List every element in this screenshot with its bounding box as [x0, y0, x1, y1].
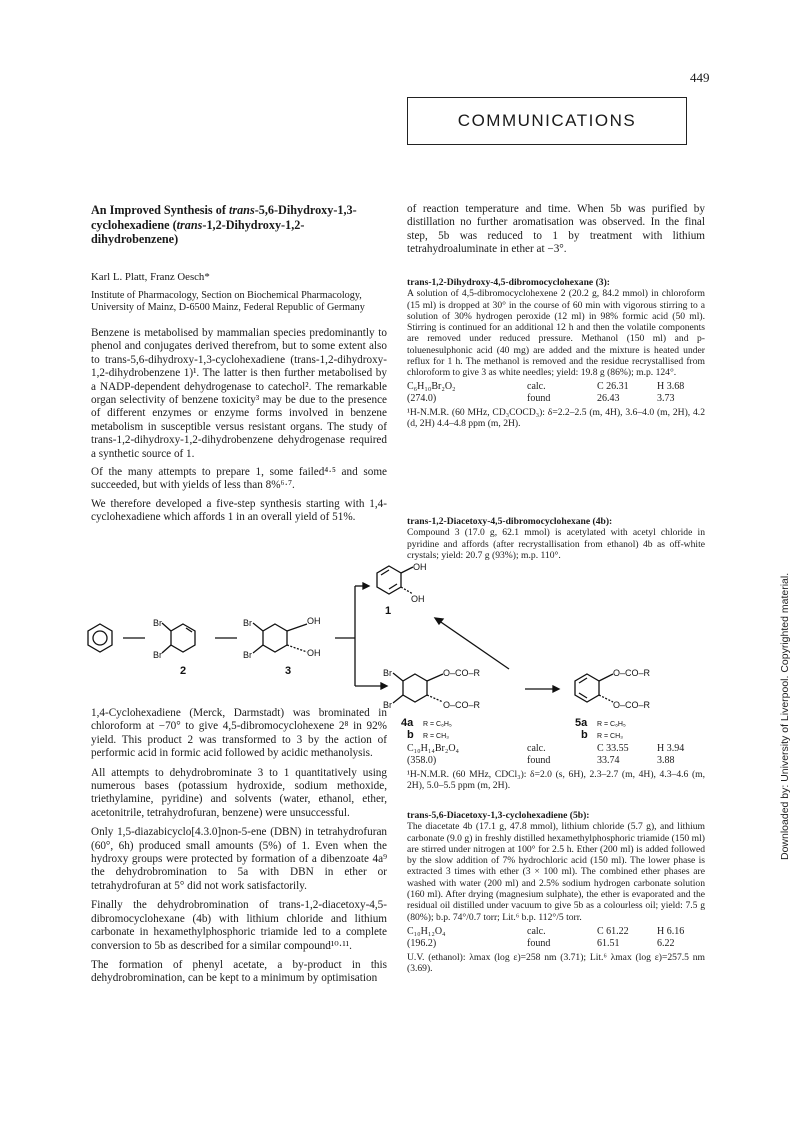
uv-data: U.V. (ethanol): λmax (log ε)=258 nm (3.71); Lit.⁶ λmax (log ε)=257.5 nm (3.69). — [407, 951, 705, 975]
c-value: C 61.22 — [597, 925, 629, 937]
c-value: 33.74 — [597, 755, 620, 766]
authors: Karl L. Platt, Franz Oesch* — [91, 271, 210, 283]
paragraph: Of the many attempts to prepare 1, some failed⁴·⁵ and some succeeded, but with yields of less than 8%⁶·⁷. — [91, 466, 387, 492]
formula: C₆H₁₀Br₂O₂ — [407, 380, 456, 392]
substituent-label: R = CH₃ — [423, 733, 449, 740]
title-italic: trans — [228, 203, 255, 217]
nmr-data: ¹H-N.M.R. (60 MHz, CD₃COCD₃): δ=2.2–2.5 (m, 4H), 3.6–4.0 (m, 2H), 4.2 (d, 2H) 4.4–4.8 ppm (m, 2H). — [407, 406, 705, 429]
ester-label: O–CO–R — [613, 668, 651, 678]
paragraph: The formation of phenyl acetate, a by-product in this dehydrobromination, can be kept to a minimum by optimisation — [91, 958, 387, 985]
experimental-body: The diacetate 4b (17.1 g, 47.8 mmol), lithium chloride (5.7 g), and lithium carbonate (9.0 g) in freshly distilled hexamethylphosphoric triamide (150 ml) are stirred under nitrogen at 100° for 2.5 h. Ether (200 ml) is added followed by the slow addition of 7% hydrochloric acid (150 ml). The lower phase is extracted 3 times with ether (3 × 100 ml). The combined ether phases are washed with water (200 ml) and 2.5% sodium hydrogen carbonate solution (160 ml). After drying (magnesium sulphate), the ether is evaporated and the residual oil distilled under vacuum to give 5b as a colourless oil; yield: 7.5 g (80%); b.p. 74°/0.7 torr; Lit.⁶ b.p. 112°/5 torr. — [407, 821, 705, 923]
compound-label-3: 3 — [285, 665, 292, 677]
compound-label-1: 1 — [385, 605, 392, 617]
experimental-heading: trans-1,2-Diacetoxy-4,5-dibromocyclohexane (4b): — [407, 516, 613, 527]
body-right-upper: of reaction temperature and time. When 5b was purified by distillation no further aromatisation was observed. In the final step, 5b was reduced to 1 by treatment with lithium tetrahydroaluminate in ether at −3°. — [407, 203, 705, 256]
oh-label: OH — [413, 562, 427, 572]
substituent-label: R = CH₃ — [597, 733, 623, 740]
elemental-analysis — [407, 381, 705, 405]
compound-label-2: 2 — [180, 665, 187, 677]
paragraph: Finally the dehydrobromination of trans-1,2-diacetoxy-4,5-dibromocyclohexane (4b) with lithium chloride and lithium carbonate in hexamethylphosphoric triamide led to a complete conversion to 5b as described for a similar compound¹⁰·¹¹. — [91, 899, 387, 952]
c-value: C 26.31 — [597, 380, 629, 392]
br-label: Br — [383, 700, 392, 710]
nmr-data: ¹H-N.M.R. (60 MHz, CDCl₃): δ=2.0 (s, 6H), 2.3–2.7 (m, 4H), 4.3–4.6 (m, 2H), 5.0–5.5 ppm (m, 2H). — [407, 769, 705, 792]
oh-label: OH — [307, 648, 321, 658]
experimental-heading: trans-5,6-Diacetoxy-1,3-cyclohexadiene (5b): — [407, 810, 590, 821]
experimental-5b — [407, 810, 705, 975]
ring-2 — [171, 624, 195, 652]
br-label: Br — [243, 650, 252, 660]
formula: C₁₀H₁₄Br₂O₄ — [407, 743, 460, 754]
compound-label-4a: 4a — [401, 717, 414, 729]
molecular-weight: (358.0) — [407, 755, 437, 766]
c-value: 26.43 — [597, 392, 620, 404]
br-label: Br — [153, 650, 162, 660]
found-label: found — [527, 755, 551, 766]
experimental-4b-data — [407, 743, 705, 792]
experimental-body: A solution of 4,5-dibromocyclohexene 2 (20.2 g, 84.2 mmol) in chloroform (15 ml) is dropped at 30° in the course of 60 min with vigorous stirring to a solution of 30% hydrogen peroxide (12 ml) in 98% formic acid (50 ml). Stirring is continued for an additional 12 h and then the volatile components are removed under reduced pressure. Methanol (150 ml) and p-toluenesulphonic acid (40 mg) are added and the mixture is heated under reflux for 1 h. The methanol is removed and the residue recrystallised from chloroform to give 3 as white needles; yield: 19.8 g (86%); m.p. 124°. — [407, 288, 705, 379]
experimental-3 — [407, 277, 705, 429]
elemental-analysis — [407, 743, 705, 767]
substituent-label: R = C₆H₅ — [597, 721, 626, 728]
formula: C₁₀H₁₂O₄ — [407, 925, 446, 937]
molecular-weight: (274.0) — [407, 392, 437, 404]
paragraph: Benzene is metabolised by mammalian species predominantly to phenol and conjugates derived therefrom, but to some extent also to trans-5,6-dihydroxy-1,3-cyclohexadiene (trans-1,2-dihydroxy-1,2-dihydrobenzene 1)¹. The latter is then further metabolised by a NADP-dependent dehydrogenase to catechol². The remarkable organ selectivity of benzene toxicity³ may be due to the presence of different enzymes or enzyme forms involved in benzene metabolism in susceptible versus resistant organs. The study of trans-1,2-dihydroxy-1,2-dihydrobenzene dehydrogenase required a synthetic source of 1. — [91, 327, 387, 460]
reaction-scheme — [85, 556, 705, 756]
paragraph: We therefore developed a five-step synthesis starting with 1,4-cyclohexadiene which affords 1 in an overall yield of 51%. — [91, 497, 387, 524]
compound-label-4b: b — [407, 729, 414, 741]
h-value: 3.88 — [657, 755, 675, 766]
br-label: Br — [243, 618, 252, 628]
br-label: Br — [383, 668, 392, 678]
title-text: An Improved Synthesis of — [91, 203, 229, 217]
page-number: 449 — [690, 70, 710, 85]
compound-label-5b: b — [581, 729, 588, 741]
download-notice-text: Downloaded by: University of Liverpool. Copyrighted material. — [779, 572, 791, 860]
article-title — [91, 203, 386, 247]
calc-label: calc. — [527, 743, 546, 754]
ring-4 — [403, 674, 427, 702]
molecular-weight: (196.2) — [407, 937, 437, 949]
section-header — [407, 97, 687, 145]
h-value: H 3.68 — [657, 380, 685, 392]
paragraph: Only 1,5-diazabicyclo[4.3.0]non-5-ene (DBN) in tetrahydrofuran (60°, 6h) produced small amounts (5%) of 1. Even when the hydroxy groups were protected by formation of a dibenzoate 4a⁹ the dehydrobromination to 5a with DBN in ether or tetrahydrofuran at 5° did not work satisfactorily. — [91, 826, 387, 892]
ester-label: O–CO–R — [443, 668, 481, 678]
c-value: 61.51 — [597, 937, 620, 949]
substituent-label: R = C₆H₅ — [423, 721, 452, 728]
found-label: found — [527, 937, 551, 949]
experimental-heading: trans-1,2-Dihydroxy-4,5-dibromocyclohexane (3): — [407, 277, 610, 288]
found-label: found — [527, 392, 551, 404]
title-text: -1,2-Dihydroxy-1,2-dihydrobenzene) — [91, 217, 305, 247]
experimental-body: Compound 3 (17.0 g, 62.1 mmol) is acetylated with acetyl chloride in pyridine and affords (after recrystallisation from ethanol) 4b as off-white crystals; yield: 20.7 g (93%); m.p. 110°. — [407, 527, 705, 561]
benzene-ring — [88, 624, 112, 652]
h-value: 6.22 — [657, 937, 675, 949]
title-text: -5,6-Dihydroxy-1,3-cyclohexadiene ( — [91, 203, 357, 232]
h-value: H 6.16 — [657, 925, 685, 937]
body-left-upper — [91, 327, 387, 525]
h-value: 3.73 — [657, 392, 675, 404]
oh-label: OH — [411, 594, 425, 604]
download-notice — [765, 380, 791, 860]
c-value: C 33.55 — [597, 743, 629, 754]
ring-3 — [263, 624, 287, 652]
paragraph: All attempts to dehydrobrominate 3 to 1 quantitatively using numerous bases (potassium hydroxide, sodium methoxide, triethylamine, pyridine) and solvents (water, ethanol, ether, acetonitrile, tetrahydrofuran, benzene) were unsuccessful. — [91, 766, 387, 819]
institution: Institute of Pharmacology, Section on Biochemical Pharmacology, University of Mainz, D-6500 Mainz, Federal Republic of Germany — [91, 290, 365, 313]
h-value: H 3.94 — [657, 743, 685, 754]
ester-label: O–CO–R — [443, 700, 481, 710]
title-italic: trans — [176, 217, 203, 232]
experimental-4b — [407, 516, 705, 561]
paragraph: 1,4-Cyclohexadiene (Merck, Darmstadt) was brominated in chloroform at −70° to give 4,5-dibromocyclohexene 2⁸ in 92% yield. This product 2 was transformed to 3 by the action of performic acid in formic acid followed by acidic methanolysis. — [91, 707, 387, 760]
oh-label: OH — [307, 616, 321, 626]
elemental-analysis — [407, 926, 705, 950]
calc-label: calc. — [527, 380, 546, 392]
ester-label: O–CO–R — [613, 700, 651, 710]
section-header-label: COMMUNICATIONS — [457, 110, 637, 130]
compound-label-5a: 5a — [575, 717, 588, 729]
br-label: Br — [153, 618, 162, 628]
calc-label: calc. — [527, 925, 546, 937]
